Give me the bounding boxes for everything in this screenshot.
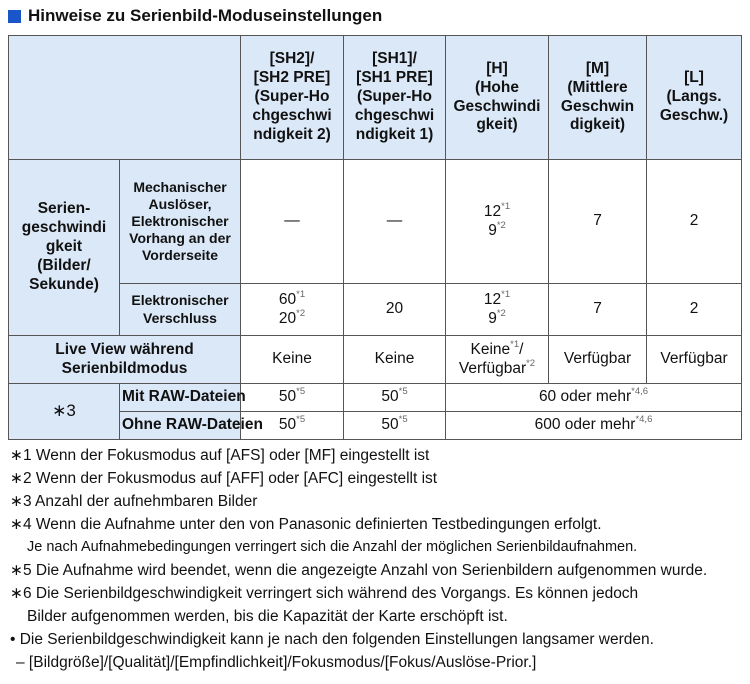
footnote-6-continued: Bilder aufgenommen werden, bis die Kapazität der Karte erschöpft ist.: [27, 608, 508, 625]
col-header-h: [H] (Hohe Geschwindi gkeit): [446, 36, 549, 160]
row-header-no-raw: Ohne RAW-Dateien: [120, 412, 241, 440]
col-header-l: [L] (Langs. Geschw.): [647, 36, 742, 160]
cell-noraw-sh1: 50$^{*5}$: [344, 412, 446, 440]
bullet-note: • Die Serienbildgeschwindigkeit kann je nach den folgenden Einstellungen langsamer werden.: [10, 631, 654, 648]
col-header-sh1: [SH1]/ [SH1 PRE] (Super-Ho chgeschwi ndigkeit 1): [344, 36, 446, 160]
cell-raw-sh2: 50$^{*5}$: [241, 384, 344, 412]
footnote-1: ∗1 Wenn der Fokusmodus auf [AFS] oder [MF] eingestellt ist: [10, 447, 430, 464]
heading-text: Hinweise zu Serienbild-Moduseinstellungen: [28, 6, 383, 25]
footnote-3: ∗3 Anzahl der aufnehmbaren Bilder: [10, 493, 258, 510]
settings-list: – [Bildgröße]/[Qualität]/[Empfindlichkeit]/Fokusmodus/[Fokus/Auslöse-Prior.]: [16, 654, 537, 671]
cell-mech-l: 2: [647, 160, 742, 284]
section-heading: [8, 6, 382, 26]
footnotes: [10, 444, 745, 674]
header-row: [9, 36, 742, 160]
row-raw: [9, 384, 742, 412]
footnote-6: ∗6 Die Serienbildgeschwindigkeit verringert sich während des Vorgangs. Es können jedoch: [10, 585, 639, 602]
cell-live-l: Verfügbar: [647, 336, 742, 384]
footnote-4: ∗4 Wenn die Aufnahme unter den von Panasonic definierten Testbedingungen erfolgt.: [10, 516, 602, 533]
cell-noraw-sh2: 50$^{*5}$: [241, 412, 344, 440]
row-header-raw: Mit RAW-Dateien: [120, 384, 241, 412]
cell-raw-sh1: 50$^{*5}$: [344, 384, 446, 412]
burst-mode-table: [8, 35, 742, 440]
row-header-electronic: Elektronischer Verschluss: [120, 284, 241, 336]
col-header-sh2: [SH2]/ [SH2 PRE] (Super-Ho chgeschwi ndigkeit 2): [241, 36, 344, 160]
footnote-4-continued: Je nach Aufnahmebedingungen verringert sich die Anzahl der möglichen Serienbildaufnahmen.: [27, 539, 638, 555]
footnote-5: ∗5 Die Aufnahme wird beendet, wenn die angezeigte Anzahl von Serienbildern aufgenommen wurde.: [10, 562, 708, 579]
row-mechanical: [9, 160, 742, 284]
cell-elec-m: 7: [549, 284, 647, 336]
row-header-star3: ∗3: [9, 384, 120, 440]
cell-mech-m: 7: [549, 160, 647, 284]
cell-mech-h: 12$^{*1}$ 9$^{*2}$: [446, 160, 549, 284]
cell-live-sh2: Keine: [241, 336, 344, 384]
cell-noraw-hml: 600 oder mehr$^{*4,6}$: [446, 412, 742, 440]
heading-square-icon: [8, 10, 21, 23]
row-live-view: [9, 336, 742, 384]
row-header-mechanical: Mechanischer Auslöser, Elektronischer Vorhang an der Vorderseite: [120, 160, 241, 284]
cell-mech-sh1: —: [344, 160, 446, 284]
header-empty-cell: [9, 36, 241, 160]
row-header-speed: Serien- geschwindi gkeit (Bilder/ Sekunde): [9, 160, 120, 336]
footnote-2: ∗2 Wenn der Fokusmodus auf [AFF] oder [AFC] eingestellt ist: [10, 470, 438, 487]
col-header-m: [M] (Mittlere Geschwin digkeit): [549, 36, 647, 160]
cell-elec-l: 2: [647, 284, 742, 336]
cell-live-sh1: Keine: [344, 336, 446, 384]
cell-elec-sh2: 60$^{*1}$ 20$^{*2}$: [241, 284, 344, 336]
cell-raw-hml: 60 oder mehr$^{*4,6}$: [446, 384, 742, 412]
cell-live-h: Keine$^{*1}$/ Verfügbar$^{*2}$: [446, 336, 549, 384]
cell-live-m: Verfügbar: [549, 336, 647, 384]
cell-mech-sh2: —: [241, 160, 344, 284]
cell-elec-sh1: 20: [344, 284, 446, 336]
cell-elec-h: 12$^{*1}$ 9$^{*2}$: [446, 284, 549, 336]
row-header-live-view: Live View während Serienbildmodus: [9, 336, 241, 384]
